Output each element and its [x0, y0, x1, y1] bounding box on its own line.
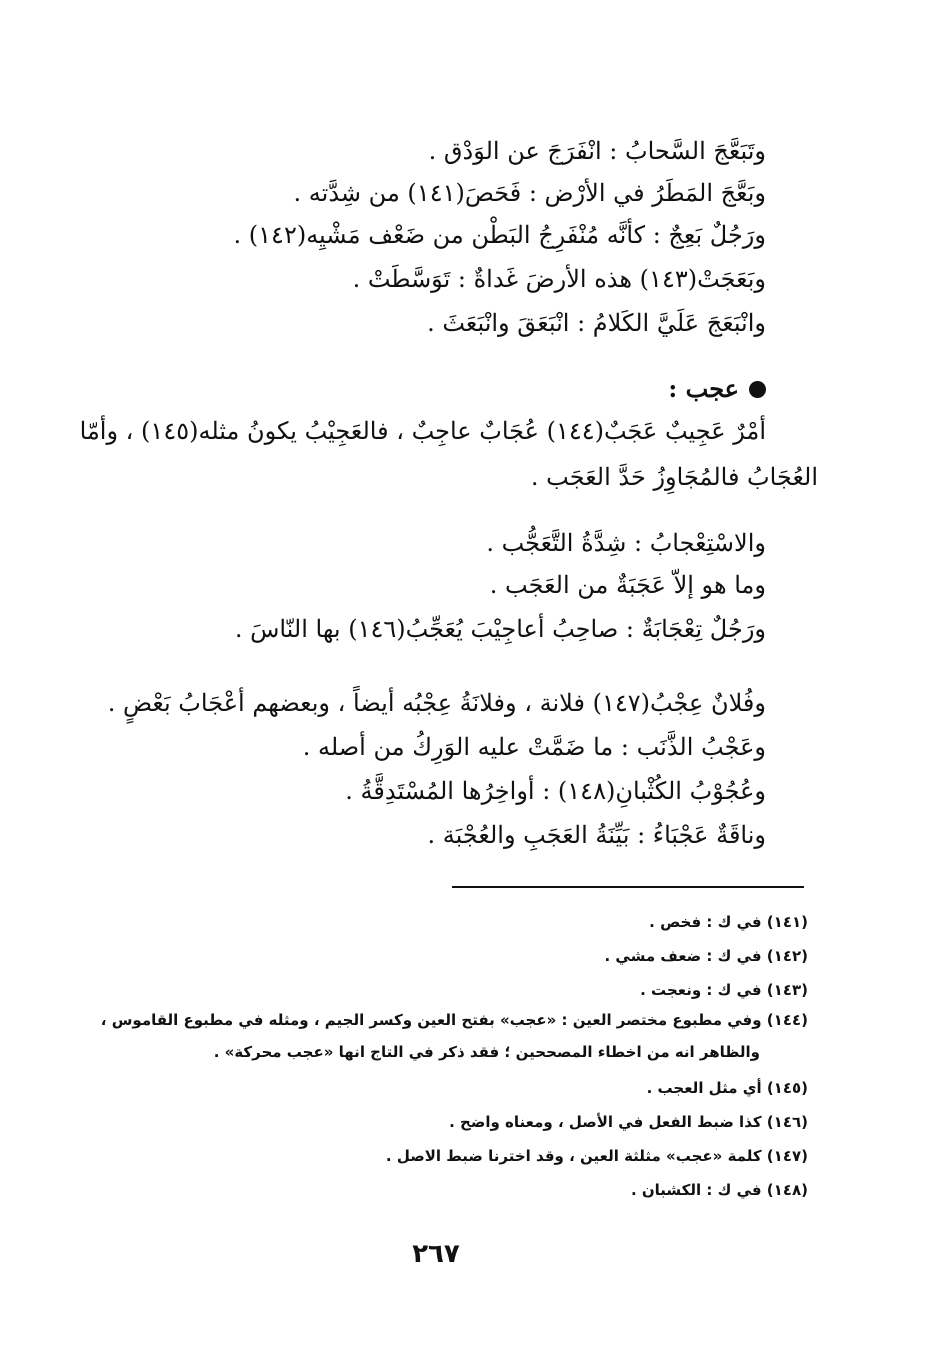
text-line-5: وانْبَعَجَ عَلَيَّ الكَلامُ : انْبَعَقَ وانْبَعَثَ . — [427, 309, 766, 337]
group-three-line-2: وعَجْبُ الذَّنَب : ما ضَمَّتْ عليه الوَرِكُ من أصله . — [302, 733, 766, 761]
footnote-146: (١٤٦) كذا ضبط الفعل في الأصل ، ومعناه واضح . — [449, 1113, 808, 1131]
section-heading-text: عجب : — [668, 374, 739, 403]
footnote-145: (١٤٥) أي مثل العجب . — [646, 1079, 808, 1097]
section-heading — [668, 372, 766, 406]
group-three-line-4: وناقَةٌ عَجْبَاءُ : بَيِّنَةُ العَجَبِ والعُجْبَة . — [427, 821, 766, 849]
text-line-1: وتَبَعَّجَ السَّحابُ : انْفَرَجَ عن الوَدْق . — [428, 137, 766, 165]
text-line-2: وبَعَّجَ المَطَرُ في الأرْض : فَحَصَ(١٤١) من شِدَّته . — [293, 179, 766, 207]
group-two-line-2: وما هو إلاّ عَجَبَةٌ من العَجَب . — [489, 571, 766, 599]
footnote-separator — [452, 886, 804, 888]
footnote-148: (١٤٨) في ك : الكشبان . — [630, 1181, 808, 1199]
group-two-line-3: ورَجُلٌ تِعْجَابَةٌ : صاحِبُ أعاجِيْبَ يُعَجِّبُ(١٤٦) بها النّاسَ . — [234, 615, 766, 643]
page-number: ٢٦٧ — [412, 1239, 460, 1269]
section-text-line-2: العُجَابُ فالمُجَاوِزُ حَدَّ العَجَب . — [530, 463, 818, 491]
text-line-3: ورَجُلٌ بَعِجٌ : كأنَّه مُنْفَرِجُ البَطْن من ضَعْف مَشْيِه(١٤٢) . — [233, 221, 766, 249]
footnote-141: (١٤١) في ك : فخص . — [649, 913, 808, 931]
group-two-line-1: والاسْتِعْجابُ : شِدَّةُ التَّعَجُّب . — [486, 529, 766, 557]
footnote-142: (١٤٢) في ك : ضعف مشي . — [604, 947, 808, 965]
text-line-4: وبَعَجَتْ(١٤٣) هذه الأرضَ غَداةٌ : تَوَسَّطَتْ . — [352, 265, 766, 293]
section-text-line-1: أمْرٌ عَجِيبٌ عَجَبٌ(١٤٤) عُجَابٌ عاجِبٌ ، فالعَجِيْبُ يكونُ مثله(١٤٥) ، وأمّا — [79, 417, 766, 445]
group-three-line-1: وفُلانٌ عِجْبُ(١٤٧) فلانة ، وفلانَةُ عِجْبُه أيضاً ، وبعضهم أعْجَابُ بَعْضٍ . — [107, 689, 766, 717]
footnote-143: (١٤٣) في ك : ونعجت . — [640, 981, 808, 999]
group-three-line-3: وعُجُوْبُ الكُثْبانِ(١٤٨) : أواخِرُها المُسْتَدِقَّةُ . — [345, 777, 766, 805]
footnote-147: (١٤٧) كلمة «عجب» مثلثة العين ، وقد اخترنا ضبط الاصل . — [385, 1147, 808, 1165]
footnote-144: (١٤٤) وفي مطبوع مختصر العين : «عجب» بفتح العين وكسر الجيم ، ومثله في مطبوع القاموس ، — [100, 1011, 808, 1029]
bullet-icon — [749, 381, 766, 398]
footnote-144-continued: والظاهر انه من اخطاء المصححين ؛ فقد ذكر في التاج انها «عجب محركة» . — [213, 1043, 760, 1061]
